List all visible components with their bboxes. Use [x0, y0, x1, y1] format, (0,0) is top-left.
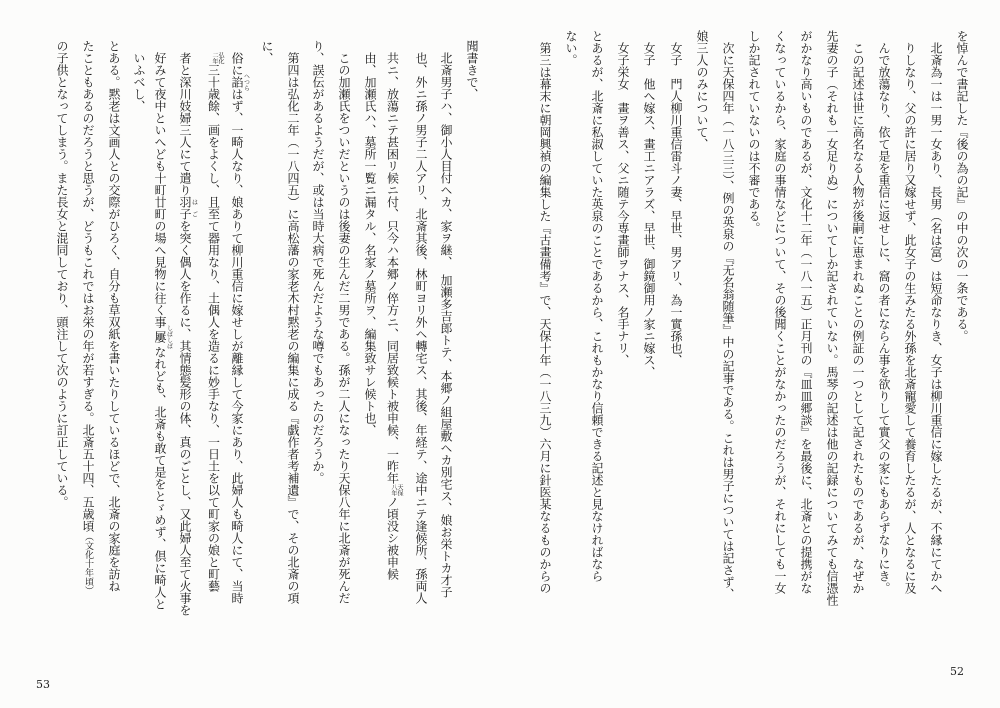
column-text: 好みて夜中といへども十町廿町の場へ見物に往く事: [153, 52, 167, 328]
quote-column: 女子 他へ嫁ス、畫工ニアラズ、早世、御鏡御用ノ家ニ嫁ス、: [642, 42, 656, 378]
column-text: なれども、北斎も敢て是をとゞめず、倶に畸人と: [153, 346, 167, 610]
column-text: 共ニ、放蕩ニテ甚困リ候ニ付、只今ハ本郷ノ倅方ニ、同居致候ト被申候、一昨年: [385, 52, 400, 484]
ruby-base: 羽子: [178, 196, 192, 220]
quote-column: いふべし、: [132, 52, 146, 112]
ruby-annotation: [153, 325, 173, 349]
quote-column: 北斎男子ハ、御小人目付ヘカ、家ヲ継、 加瀬多吉郎トテ、本郷ノ組屋敷ヘカ別宅ス、娘お栄トカ才子: [439, 52, 453, 598]
text-column: がかなり高いものであるが、文化十二年（一八一五）正月刊の『皿皿郷談』を最後に、北斎との提携がな: [799, 30, 813, 594]
text-column: 先妻の子（それも一女足りぬ）についてしか記されていない。馬琴の記述は他の記録についてみても信憑性: [825, 30, 839, 606]
text-column: とあるが、北斎に私淑していた英泉のことであるから、これもかなり信頼できる記述と見なければなら: [590, 30, 604, 582]
text-column: を悼んで書記した『後の為の記』の中の次の一条である。: [955, 30, 969, 342]
quote-column: [153, 52, 173, 610]
text-column: 第四は弘化二年（一八四五）に高松藩の家老木村黙老の編集に成る『戯作者考補遺』で、その北斎の項: [286, 52, 300, 604]
ruby-base: 諂: [230, 73, 244, 91]
text-column: の子供となってしまう。また長女と混同しており、頭注して次のように訂正している。: [55, 40, 69, 508]
quote-column: りしなり、父の許に居り又嫁せず、此女子の生みたる外孫を北斎寵愛して養育したるが、人となるに及: [903, 42, 917, 594]
text-column: 娘三人のみについて、: [695, 30, 709, 150]
page-number: 53: [36, 678, 50, 691]
text-column: くなっているから、家庭の事情などについて、その後聞くことがなかったのだろうが、それにしても一女: [773, 30, 787, 594]
column-text: を突く偶人を作るに、其情態髪形の体、真のごとし、又此婦人至て火事を: [178, 220, 192, 616]
ruby-reading: はご: [190, 196, 198, 220]
ruby-reading: へつら: [242, 73, 250, 91]
quote-column: [206, 52, 224, 592]
ruby-base: 屢: [153, 325, 167, 349]
quote-column: 女子 門人柳川重信雷斗ノ妻、早世、男アリ、為一實孫也、: [669, 42, 683, 366]
quote-column: [230, 52, 250, 604]
ruby-reading: しばしば: [165, 325, 173, 349]
text-column: 第三は幕末に朝岡興禎の編集した『古畫備考』で、天保十年（一八三九）六月に針医某なるものからの: [538, 42, 552, 594]
text-column: 次に天保四年（一八三三）、例の英泉の『无名翁随筆』中の記事である。これは男子については記さず、: [721, 42, 735, 600]
column-text: ノ頃没シ被申候: [385, 496, 400, 580]
quote-column: 也、外ニ孫ノ男子二人アリ、北斎其後、林町ヨリ外ヘ轉宅ス、其後、年経テ、途中ニテ逢候所、孫両人: [414, 52, 428, 604]
quote-column: 北斎為一は一男一女あり、長男（名は富）は短命なりき、女子は柳川重信に嫁したるが、不縁にてかへ: [929, 42, 943, 594]
text-column: この記述は世に高名なる人物が後嗣に恵まれぬことの例証の一つとして記されたものであるが、なぜか: [851, 42, 865, 594]
ruby-annotation: [178, 196, 198, 220]
text-column: 聞書きで、: [465, 40, 479, 100]
inline-annotation: 天保八年: [390, 484, 403, 496]
text-column: り、誤伝があるようだが、或は当時大病で死んだような噂でもあったのだろうか。: [311, 40, 325, 484]
quote-column: んで放蕩なり、依て是を重信に返せしに、窩の者にならん事を欲りして實父の家にもあらずなりにき。: [877, 42, 891, 594]
text-column: に、: [260, 40, 274, 64]
column-text: はず、一畸人なり、娘ありて柳川重信に嫁せしが離縁して今家にあり、此婦人も畸人にて、当時: [230, 88, 244, 604]
text-column: しか記されていないのは不審である。: [747, 30, 761, 234]
column-text: 三十歳餘、画をよくし、且至て器用なり、土偶人を造るに妙手なり、一日土を以て町家の娘と町藝: [206, 64, 221, 592]
quote-column: 女子栄女 畫ヲ善ス、父ニ随テ今専畫師ヲナス、名手ナリ、: [616, 42, 630, 366]
text-column: [81, 40, 95, 595]
quote-column: [178, 52, 198, 616]
quote-column: 由、加瀬氏ハ、墓所一覧ニ漏タル、名家ノ墓所ヲ、編集致サレ候ト也、: [363, 52, 377, 436]
text-column: この加瀬氏をついだというのは後妻の生んだ二男である。孫が二人になったり天保八年に北斎が死んだ: [337, 52, 351, 604]
column-text: たこともあるのだろうと思うが、どうもこれではお栄の年が若すぎる。北斎五十四、五歳頃: [81, 40, 95, 532]
column-text: 者と深川妓婦三人にて遣り: [178, 52, 192, 196]
page-52: [500, 0, 1000, 708]
quote-column: [385, 52, 403, 580]
text-column: とある。黙老は文画人との交際がひろく、自分も草双紙を書いたりしているほどで、北斎の家庭を訪ね: [107, 40, 121, 592]
ruby-annotation: [230, 73, 250, 91]
inline-annotation: 弘化二年: [211, 52, 224, 64]
column-text: 俗に: [230, 52, 244, 76]
inline-annotation: （文化十年頃）: [83, 532, 93, 595]
text-column: ない。: [564, 30, 578, 66]
page-number: 52: [950, 665, 964, 678]
